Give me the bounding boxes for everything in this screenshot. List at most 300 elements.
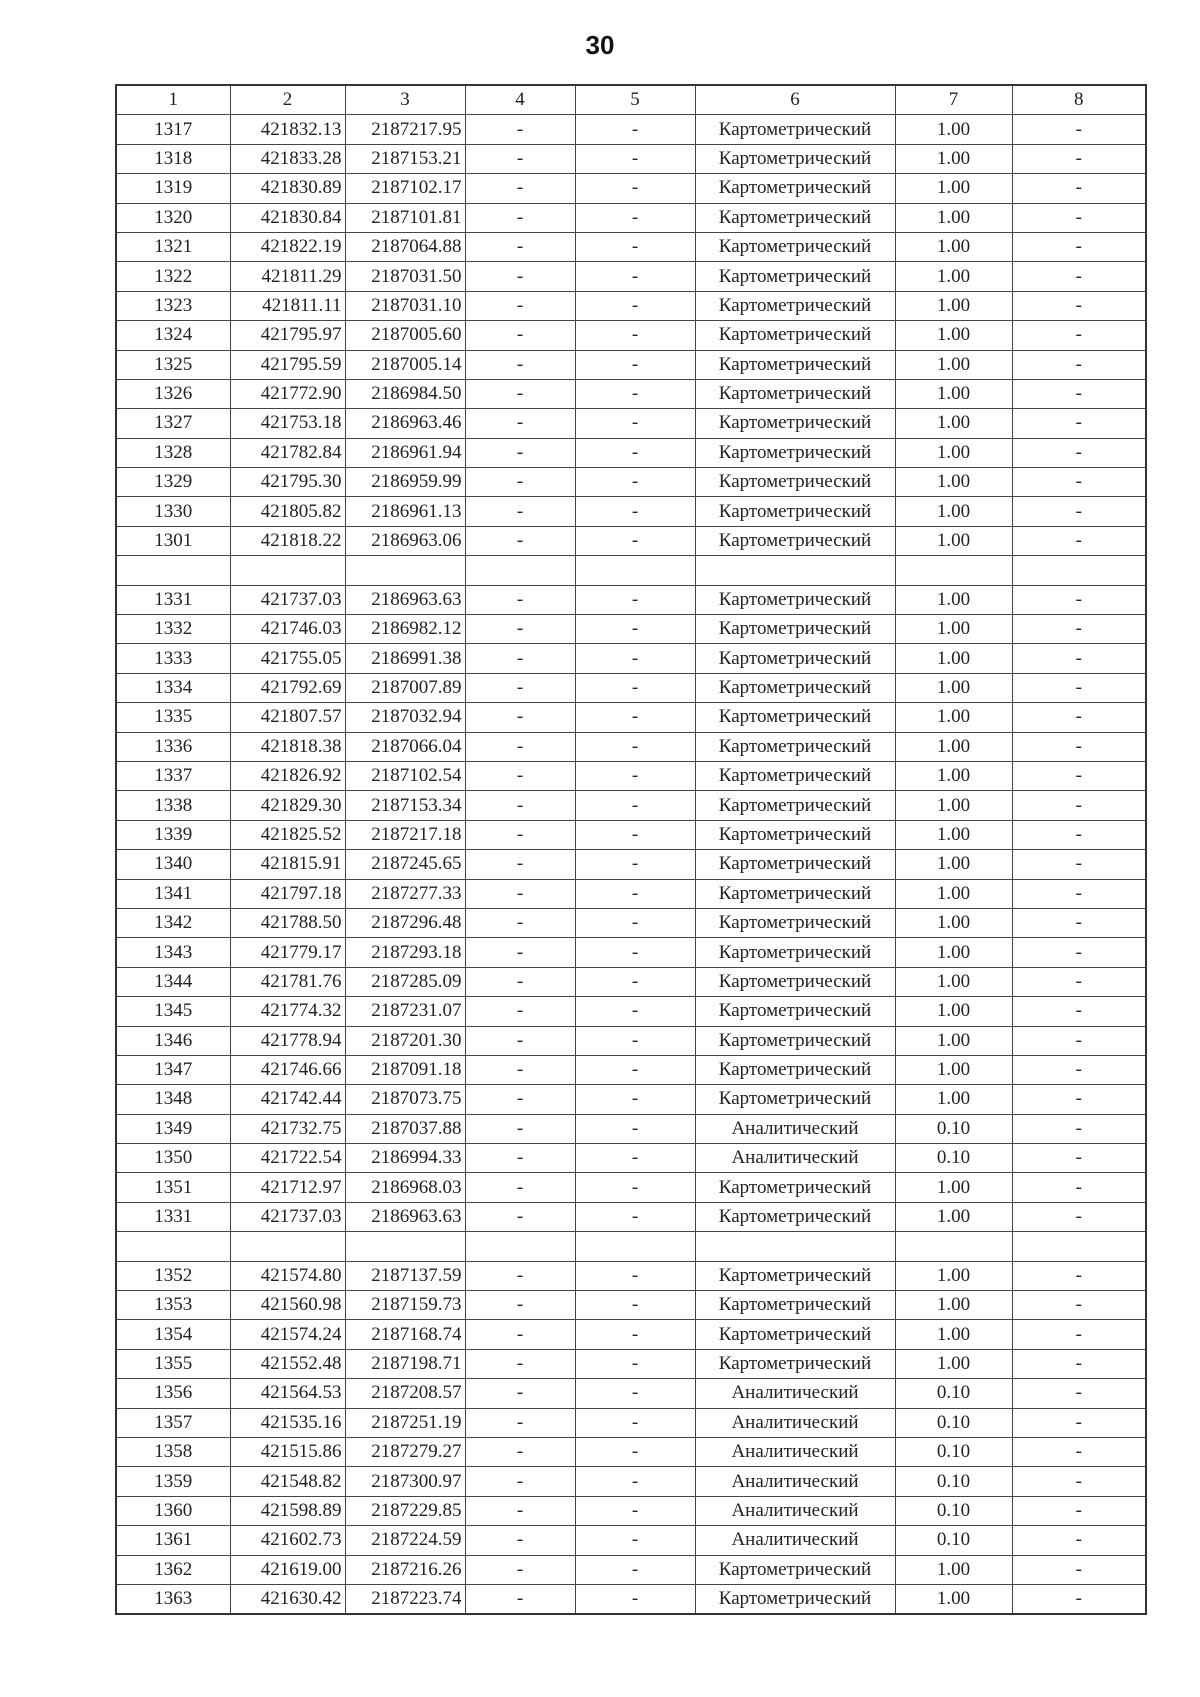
cell-col-3: 2187300.97	[345, 1467, 465, 1496]
table-row	[116, 468, 1146, 497]
cell-col-3: 2187102.17	[345, 174, 465, 203]
page-number: 30	[585, 30, 615, 60]
cell-col-5: -	[575, 409, 695, 438]
cell-col-8: -	[1012, 1291, 1146, 1320]
table-row	[116, 115, 1146, 144]
cell-col-3: 2187229.85	[345, 1496, 465, 1525]
table-row	[116, 291, 1146, 320]
cell-col-3: 2187168.74	[345, 1320, 465, 1349]
header-row	[116, 85, 1146, 115]
cell-col-6: Картометрический	[695, 232, 895, 261]
table-row	[116, 732, 1146, 761]
cell-col-8: -	[1012, 262, 1146, 291]
cell-col-4: -	[465, 1526, 575, 1555]
cell-col-3: 2187073.75	[345, 1085, 465, 1114]
cell-col-2: 421829.30	[230, 791, 345, 820]
cell-col-6: Аналитический	[695, 1379, 895, 1408]
cell-col-6: Картометрический	[695, 321, 895, 350]
table-row	[116, 967, 1146, 996]
cell-col-6: Картометрический	[695, 1555, 895, 1584]
cell-col-2: 421560.98	[230, 1291, 345, 1320]
table-row	[116, 203, 1146, 232]
cell-col-1: 1352	[116, 1261, 230, 1290]
cell-col-4: -	[465, 115, 575, 144]
cell-col-1: 1334	[116, 673, 230, 702]
cell-col-7: 1.00	[895, 115, 1012, 144]
table-row	[116, 997, 1146, 1026]
cell-col-2: 421811.29	[230, 262, 345, 291]
cell-col-7: 0.10	[895, 1526, 1012, 1555]
cell-col-3: 2187279.27	[345, 1437, 465, 1466]
table-row	[116, 497, 1146, 526]
cell-col-6: Картометрический	[695, 203, 895, 232]
cell-col-7: 1.00	[895, 321, 1012, 350]
cell-col-7: 1.00	[895, 908, 1012, 937]
cell-col-8: -	[1012, 1055, 1146, 1084]
cell-col-8: -	[1012, 585, 1146, 614]
table-row	[116, 1026, 1146, 1055]
cell-col-2: 421602.73	[230, 1526, 345, 1555]
table-row	[116, 1408, 1146, 1437]
cell-col-6: Картометрический	[695, 850, 895, 879]
cell-col-2: 421833.28	[230, 144, 345, 173]
cell-col-8: -	[1012, 232, 1146, 261]
cell-col-8: -	[1012, 820, 1146, 849]
cell-col-5: -	[575, 497, 695, 526]
cell-col-8: -	[1012, 997, 1146, 1026]
table-row	[116, 820, 1146, 849]
table-row	[116, 1085, 1146, 1114]
cell-col-7: 1.00	[895, 379, 1012, 408]
cell-col-1: 1356	[116, 1379, 230, 1408]
cell-col-5: -	[575, 761, 695, 790]
cell-col-7	[895, 1232, 1012, 1261]
cell-col-6: Картометрический	[695, 468, 895, 497]
cell-col-6	[695, 1232, 895, 1261]
cell-col-8: -	[1012, 967, 1146, 996]
cell-col-8: -	[1012, 791, 1146, 820]
cell-col-6: Картометрический	[695, 1349, 895, 1378]
cell-col-3: 2186991.38	[345, 644, 465, 673]
cell-col-5: -	[575, 1379, 695, 1408]
table-row	[116, 350, 1146, 379]
cell-col-2: 421822.19	[230, 232, 345, 261]
column-header-2: 2	[230, 85, 345, 115]
cell-col-4: -	[465, 321, 575, 350]
cell-col-7: 1.00	[895, 585, 1012, 614]
cell-col-7: 1.00	[895, 1349, 1012, 1378]
cell-col-3: 2187137.59	[345, 1261, 465, 1290]
cell-col-6: Картометрический	[695, 291, 895, 320]
cell-col-5: -	[575, 350, 695, 379]
cell-col-8: -	[1012, 115, 1146, 144]
cell-col-8: -	[1012, 409, 1146, 438]
cell-col-4: -	[465, 938, 575, 967]
cell-col-6: Картометрический	[695, 1026, 895, 1055]
cell-col-7: 1.00	[895, 232, 1012, 261]
cell-col-3: 2187064.88	[345, 232, 465, 261]
cell-col-4: -	[465, 1026, 575, 1055]
cell-col-2: 421515.86	[230, 1437, 345, 1466]
cell-col-5: -	[575, 1496, 695, 1525]
cell-col-1: 1345	[116, 997, 230, 1026]
cell-col-3: 2187217.18	[345, 820, 465, 849]
cell-col-8: -	[1012, 468, 1146, 497]
cell-col-6: Картометрический	[695, 644, 895, 673]
cell-col-6: Картометрический	[695, 1202, 895, 1231]
cell-col-4: -	[465, 438, 575, 467]
cell-col-5: -	[575, 1584, 695, 1614]
cell-col-6: Аналитический	[695, 1144, 895, 1173]
cell-col-8: -	[1012, 438, 1146, 467]
cell-col-7: 1.00	[895, 291, 1012, 320]
cell-col-2: 421826.92	[230, 761, 345, 790]
cell-col-2: 421832.13	[230, 115, 345, 144]
cell-col-7: 1.00	[895, 438, 1012, 467]
cell-col-7: 1.00	[895, 1261, 1012, 1290]
cell-col-2: 421564.53	[230, 1379, 345, 1408]
cell-col-7: 1.00	[895, 1026, 1012, 1055]
cell-col-8	[1012, 1232, 1146, 1261]
cell-col-3: 2186968.03	[345, 1173, 465, 1202]
table-row	[116, 1144, 1146, 1173]
cell-col-1: 1329	[116, 468, 230, 497]
cell-col-2: 421772.90	[230, 379, 345, 408]
cell-col-4: -	[465, 820, 575, 849]
cell-col-4: -	[465, 1261, 575, 1290]
cell-col-1: 1325	[116, 350, 230, 379]
cell-col-5: -	[575, 1114, 695, 1143]
cell-col-7: 1.00	[895, 350, 1012, 379]
cell-col-5: -	[575, 232, 695, 261]
cell-col-5: -	[575, 879, 695, 908]
cell-col-8: -	[1012, 291, 1146, 320]
cell-col-5	[575, 1232, 695, 1261]
cell-col-6: Картометрический	[695, 673, 895, 702]
cell-col-4: -	[465, 174, 575, 203]
cell-col-6: Картометрический	[695, 1584, 895, 1614]
table-row	[116, 673, 1146, 702]
table-row	[116, 1467, 1146, 1496]
cell-col-3: 2187198.71	[345, 1349, 465, 1378]
cell-col-4: -	[465, 879, 575, 908]
cell-col-4: -	[465, 1408, 575, 1437]
table-row	[116, 1379, 1146, 1408]
cell-col-6: Картометрический	[695, 144, 895, 173]
table-row	[116, 1349, 1146, 1378]
cell-col-6: Картометрический	[695, 174, 895, 203]
cell-col-6: Картометрический	[695, 908, 895, 937]
cell-col-6: Картометрический	[695, 409, 895, 438]
cell-col-5: -	[575, 615, 695, 644]
cell-col-3: 2187231.07	[345, 997, 465, 1026]
cell-col-4: -	[465, 1291, 575, 1320]
cell-col-3: 2186963.63	[345, 585, 465, 614]
cell-col-3: 2186963.46	[345, 409, 465, 438]
cell-col-3: 2187031.50	[345, 262, 465, 291]
cell-col-7: 0.10	[895, 1437, 1012, 1466]
cell-col-8	[1012, 556, 1146, 585]
cell-col-4: -	[465, 1202, 575, 1231]
cell-col-5: -	[575, 585, 695, 614]
cell-col-1: 1324	[116, 321, 230, 350]
cell-col-4: -	[465, 1055, 575, 1084]
cell-col-7: 0.10	[895, 1379, 1012, 1408]
cell-col-4: -	[465, 732, 575, 761]
cell-col-6: Аналитический	[695, 1526, 895, 1555]
cell-col-7: 1.00	[895, 732, 1012, 761]
cell-col-5: -	[575, 1202, 695, 1231]
cell-col-1: 1328	[116, 438, 230, 467]
cell-col-8: -	[1012, 1114, 1146, 1143]
cell-col-8: -	[1012, 1173, 1146, 1202]
cell-col-1: 1322	[116, 262, 230, 291]
cell-col-7: 1.00	[895, 1173, 1012, 1202]
column-header-7: 7	[895, 85, 1012, 115]
cell-col-1: 1326	[116, 379, 230, 408]
cell-col-7: 1.00	[895, 791, 1012, 820]
column-header-3: 3	[345, 85, 465, 115]
cell-col-5: -	[575, 791, 695, 820]
cell-col-4: -	[465, 291, 575, 320]
cell-col-4: -	[465, 232, 575, 261]
cell-col-5: -	[575, 1526, 695, 1555]
cell-col-7: 0.10	[895, 1408, 1012, 1437]
cell-col-1: 1340	[116, 850, 230, 879]
table-row	[116, 144, 1146, 173]
cell-col-6: Картометрический	[695, 967, 895, 996]
table-body	[116, 115, 1146, 1614]
cell-col-8: -	[1012, 761, 1146, 790]
cell-col-6: Аналитический	[695, 1467, 895, 1496]
cell-col-5: -	[575, 673, 695, 702]
cell-col-4: -	[465, 350, 575, 379]
cell-col-1: 1339	[116, 820, 230, 849]
cell-col-8: -	[1012, 1320, 1146, 1349]
table-row	[116, 850, 1146, 879]
cell-col-1: 1358	[116, 1437, 230, 1466]
cell-col-3: 2187245.65	[345, 850, 465, 879]
cell-col-4: -	[465, 1437, 575, 1466]
cell-col-5: -	[575, 1467, 695, 1496]
column-header-4: 4	[465, 85, 575, 115]
cell-col-5: -	[575, 1261, 695, 1290]
cell-col-5: -	[575, 1320, 695, 1349]
cell-col-5: -	[575, 321, 695, 350]
coordinates-table	[115, 84, 1147, 1615]
cell-col-1: 1330	[116, 497, 230, 526]
cell-col-4: -	[465, 1114, 575, 1143]
cell-col-8: -	[1012, 144, 1146, 173]
table-row	[116, 262, 1146, 291]
cell-col-4: -	[465, 1467, 575, 1496]
cell-col-3: 2187223.74	[345, 1584, 465, 1614]
cell-col-6: Картометрический	[695, 703, 895, 732]
cell-col-2	[230, 1232, 345, 1261]
cell-col-2: 421795.59	[230, 350, 345, 379]
cell-col-3: 2187159.73	[345, 1291, 465, 1320]
cell-col-5: -	[575, 1026, 695, 1055]
table-row	[116, 409, 1146, 438]
table-row	[116, 1526, 1146, 1555]
cell-col-1: 1346	[116, 1026, 230, 1055]
cell-col-5: -	[575, 1349, 695, 1378]
cell-col-2: 421781.76	[230, 967, 345, 996]
cell-col-6: Картометрический	[695, 1261, 895, 1290]
cell-col-4: -	[465, 703, 575, 732]
cell-col-1: 1337	[116, 761, 230, 790]
cell-col-1: 1327	[116, 409, 230, 438]
cell-col-7: 1.00	[895, 262, 1012, 291]
cell-col-8: -	[1012, 174, 1146, 203]
cell-col-7	[895, 556, 1012, 585]
cell-col-5: -	[575, 997, 695, 1026]
table-row	[116, 585, 1146, 614]
cell-col-8: -	[1012, 1408, 1146, 1437]
table-row	[116, 791, 1146, 820]
cell-col-4: -	[465, 908, 575, 937]
cell-col-2: 421795.97	[230, 321, 345, 350]
cell-col-1: 1362	[116, 1555, 230, 1584]
cell-col-7: 1.00	[895, 850, 1012, 879]
cell-col-4: -	[465, 1349, 575, 1378]
cell-col-2: 421782.84	[230, 438, 345, 467]
cell-col-3	[345, 1232, 465, 1261]
cell-col-6: Картометрический	[695, 585, 895, 614]
cell-col-4: -	[465, 644, 575, 673]
cell-col-2: 421792.69	[230, 673, 345, 702]
cell-col-3: 2187032.94	[345, 703, 465, 732]
cell-col-4: -	[465, 1496, 575, 1525]
cell-col-5: -	[575, 908, 695, 937]
cell-col-3: 2187208.57	[345, 1379, 465, 1408]
cell-col-6: Картометрический	[695, 497, 895, 526]
table-row	[116, 1496, 1146, 1525]
cell-col-7: 1.00	[895, 761, 1012, 790]
table-row	[116, 1584, 1146, 1614]
cell-col-1: 1317	[116, 115, 230, 144]
cell-col-1: 1347	[116, 1055, 230, 1084]
cell-col-3: 2187296.48	[345, 908, 465, 937]
cell-col-1: 1350	[116, 1144, 230, 1173]
table-row	[116, 761, 1146, 790]
cell-col-1: 1343	[116, 938, 230, 967]
table-row	[116, 615, 1146, 644]
cell-col-4: -	[465, 1379, 575, 1408]
cell-col-8: -	[1012, 703, 1146, 732]
cell-col-8: -	[1012, 350, 1146, 379]
cell-col-5: -	[575, 1144, 695, 1173]
cell-col-7: 1.00	[895, 203, 1012, 232]
cell-col-3: 2187224.59	[345, 1526, 465, 1555]
table-row	[116, 438, 1146, 467]
cell-col-4: -	[465, 967, 575, 996]
cell-col-3: 2186963.06	[345, 526, 465, 555]
cell-col-8: -	[1012, 1467, 1146, 1496]
cell-col-8: -	[1012, 908, 1146, 937]
cell-col-4: -	[465, 409, 575, 438]
cell-col-2: 421630.42	[230, 1584, 345, 1614]
cell-col-6: Картометрический	[695, 761, 895, 790]
cell-col-4: -	[465, 1555, 575, 1584]
cell-col-8: -	[1012, 850, 1146, 879]
cell-col-5: -	[575, 1437, 695, 1466]
cell-col-2: 421778.94	[230, 1026, 345, 1055]
cell-col-2: 421732.75	[230, 1114, 345, 1143]
cell-col-8: -	[1012, 1584, 1146, 1614]
cell-col-6: Картометрический	[695, 438, 895, 467]
cell-col-6: Картометрический	[695, 615, 895, 644]
cell-col-5: -	[575, 438, 695, 467]
cell-col-7: 1.00	[895, 1291, 1012, 1320]
cell-col-4: -	[465, 497, 575, 526]
cell-col-7: 1.00	[895, 703, 1012, 732]
cell-col-8: -	[1012, 673, 1146, 702]
cell-col-3: 2186994.33	[345, 1144, 465, 1173]
cell-col-6: Картометрический	[695, 997, 895, 1026]
table-row	[116, 1291, 1146, 1320]
cell-col-1: 1319	[116, 174, 230, 203]
cell-col-3: 2187251.19	[345, 1408, 465, 1437]
cell-col-7: 1.00	[895, 997, 1012, 1026]
cell-col-2: 421811.11	[230, 291, 345, 320]
table-row	[116, 1320, 1146, 1349]
cell-col-3	[345, 556, 465, 585]
cell-col-8: -	[1012, 615, 1146, 644]
cell-col-7: 1.00	[895, 497, 1012, 526]
cell-col-4: -	[465, 850, 575, 879]
cell-col-1	[116, 556, 230, 585]
cell-col-5: -	[575, 1055, 695, 1084]
cell-col-5: -	[575, 526, 695, 555]
cell-col-8: -	[1012, 879, 1146, 908]
cell-col-1: 1338	[116, 791, 230, 820]
cell-col-6: Аналитический	[695, 1408, 895, 1437]
cell-col-1: 1355	[116, 1349, 230, 1378]
table-row	[116, 908, 1146, 937]
cell-col-1: 1361	[116, 1526, 230, 1555]
cell-col-2: 421779.17	[230, 938, 345, 967]
cell-col-6: Картометрический	[695, 379, 895, 408]
cell-col-6: Картометрический	[695, 115, 895, 144]
cell-col-5: -	[575, 174, 695, 203]
cell-col-1: 1349	[116, 1114, 230, 1143]
cell-col-4: -	[465, 1085, 575, 1114]
cell-col-4: -	[465, 1173, 575, 1202]
cell-col-8: -	[1012, 1202, 1146, 1231]
cell-col-3: 2187091.18	[345, 1055, 465, 1084]
cell-col-5: -	[575, 291, 695, 320]
cell-col-7: 0.10	[895, 1144, 1012, 1173]
table-row	[116, 703, 1146, 732]
cell-col-5: -	[575, 644, 695, 673]
cell-col-2: 421797.18	[230, 879, 345, 908]
cell-col-1: 1336	[116, 732, 230, 761]
cell-col-5: -	[575, 820, 695, 849]
cell-col-7: 1.00	[895, 144, 1012, 173]
cell-col-6: Картометрический	[695, 350, 895, 379]
cell-col-2: 421807.57	[230, 703, 345, 732]
cell-col-7: 0.10	[895, 1496, 1012, 1525]
cell-col-7: 1.00	[895, 526, 1012, 555]
cell-col-1: 1353	[116, 1291, 230, 1320]
cell-col-2: 421598.89	[230, 1496, 345, 1525]
cell-col-2: 421788.50	[230, 908, 345, 937]
cell-col-8: -	[1012, 321, 1146, 350]
cell-col-2: 421753.18	[230, 409, 345, 438]
cell-col-1: 1359	[116, 1467, 230, 1496]
cell-col-4	[465, 1232, 575, 1261]
